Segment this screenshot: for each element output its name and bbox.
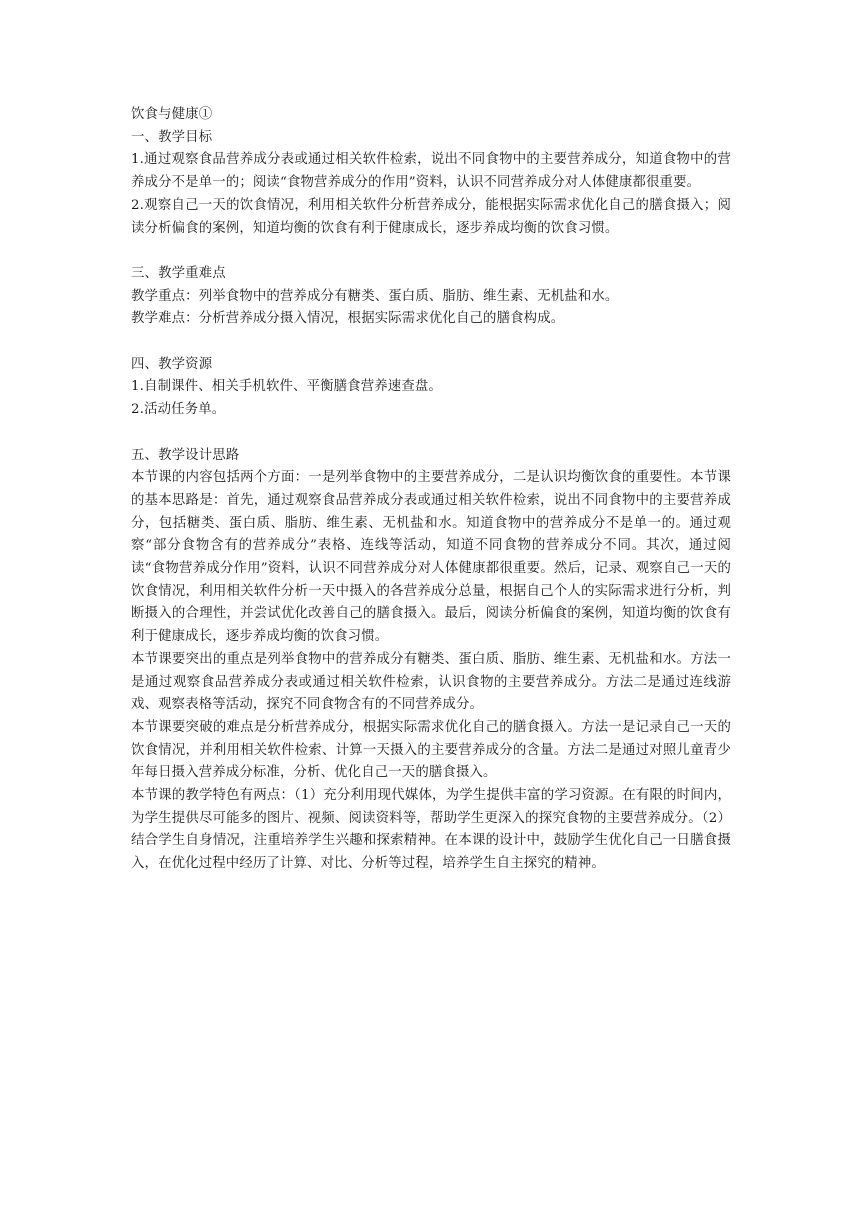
blank-line xyxy=(131,240,731,263)
resource-item: 1.自制课件、相关手机软件、平衡膳食营养速查盘。 xyxy=(131,379,442,395)
section-heading-key-points: 三、教学重难点 xyxy=(131,265,226,281)
blank-line xyxy=(131,422,731,445)
objective-item: 2.观察自己一天的饮食情况，利用相关软件分析营养成分，能根据实际需求优化自己的膳食摄入；阅读分析偏食的案例，知道均衡的饮食有利于健康成长，逐步养成均衡的饮食习惯。 xyxy=(131,197,731,236)
design-paragraph: 本节课要突出的重点是列举食物中的营养成分有糖类、蛋白质、脂肪、维生素、无机盐和水。方法一是通过观察食品营养成分表或通过相关软件检索，认识食物的主要营养成分。方法二是通过连线游戏、观察表格等活动，探究不同食物含有的不同营养成分。 xyxy=(131,651,731,713)
difficulty-item: 教学难点：分析营养成分摄入情况，根据实际需求优化自己的膳食构成。 xyxy=(131,311,565,327)
key-point-item: 教学重点：列举食物中的营养成分有糖类、蛋白质、脂肪、维生素、无机盐和水。 xyxy=(131,288,619,304)
document-body xyxy=(131,104,731,876)
resource-item: 2.活动任务单。 xyxy=(131,402,226,418)
design-paragraph: 本节课要突破的难点是分析营养成分，根据实际需求优化自己的膳食摄入。方法一是记录自己一天的饮食情况，并利用相关软件检索、计算一天摄入的主要营养成分的含量。方法二是通过对照儿童青少年每日摄入营养成分标准，分析、优化自己一天的膳食摄入。 xyxy=(131,719,731,781)
design-paragraph: 本节课的内容包括两个方面：一是列举食物中的主要营养成分，二是认识均衡饮食的重要性。本节课的基本思路是：首先，通过观察食品营养成分表或通过相关软件检索，说出不同食物中的主要营养成分，包括糖类、蛋白质、脂肪、维生素、无机盐和水。知道食物中的营养成分不是单一的。通过观察“部分食物含有的营养成分”表格、连线等活动，知道不同食物的营养成分不同。其次，通过阅读“食物营养成分作用”资料，认识不同营养成分对人体健康都很重要。然后，记录、观察自己一天的饮食情况，利用相关软件分析一天中摄入的各营养成分总量，根据自己个人的实际需求进行分析，判断摄入的合理性，并尝试优化改善自己的膳食摄入。最后，阅读分析偏食的案例，知道均衡的饮食有利于健康成长，逐步养成均衡的饮食习惯。 xyxy=(131,470,731,645)
blank-line xyxy=(131,331,731,354)
section-heading-resources: 四、教学资源 xyxy=(131,356,213,372)
section-heading-design: 五、教学设计思路 xyxy=(131,447,240,463)
document-title: 饮食与健康① xyxy=(131,107,213,122)
objective-item: 1.通过观察食品营养成分表或通过相关软件检索，说出不同食物中的主要营养成分，知道食物中的营养成分不是单一的；阅读“食物营养成分的作用”资料，认识不同营养成分对人体健康都很重要。 xyxy=(131,152,731,191)
section-heading-objectives: 一、教学目标 xyxy=(131,129,213,145)
design-paragraph: 本节课的教学特色有两点：（1）充分利用现代媒体，为学生提供丰富的学习资源。在有限的时间内，为学生提供尽可能多的图片、视频、阅读资料等，帮助学生更深入的探究食物的主要营养成分。（2）结合学生自身情况，注重培养学生兴趣和探索精神。在本课的设计中，鼓励学生优化自己一日膳食摄入，在优化过程中经历了计算、对比、分析等过程，培养学生自主探究的精神。 xyxy=(131,788,731,872)
